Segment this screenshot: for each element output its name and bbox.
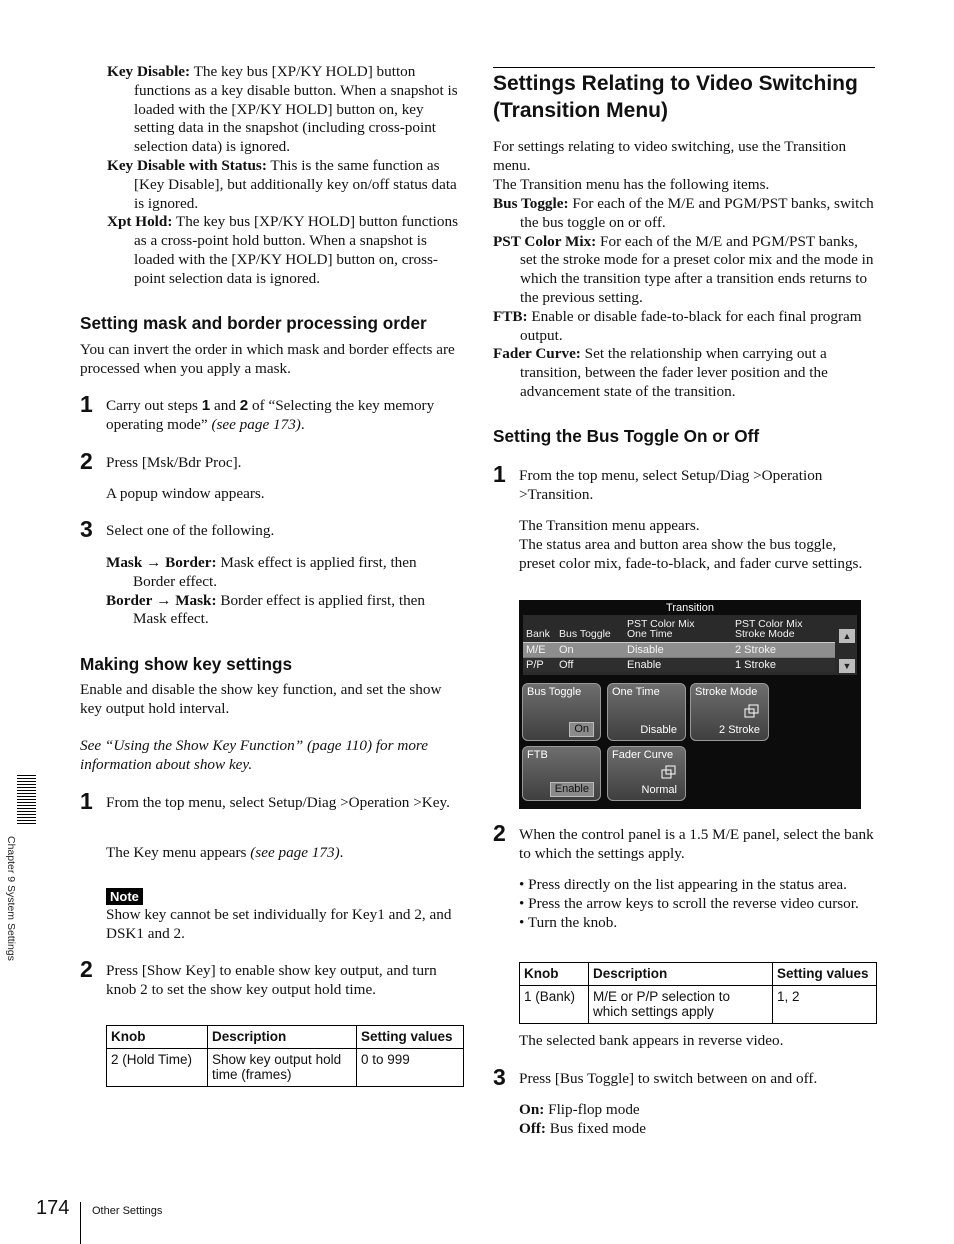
table-header: Knob (107, 1026, 208, 1049)
definition-ftb: FTB: Enable or disable fade-to-black for each final program output. (493, 307, 862, 344)
step-number: 1 (493, 461, 506, 487)
column-header: One Time (627, 628, 673, 640)
bank-table-note: The selected bank appears in reverse video. (519, 1032, 784, 1049)
fader-curve-button[interactable]: Fader Curve Normal (607, 746, 686, 801)
show-key-intro: Enable and disable the show key function, and set the show key output hold interval. (80, 681, 442, 717)
scroll-down-button[interactable]: ▼ (839, 659, 855, 673)
option-border-mask: Border → Mask: Border effect is applied first, then Mask effect. (106, 591, 426, 628)
mask-intro: You can invert the order in which mask and border effects are processed when you apply a mask. (80, 341, 455, 377)
show-key-knob-table (106, 1025, 464, 1087)
column-header: Bank (526, 628, 550, 640)
definition-pst-color-mix: PST Color Mix: For each of the M/E and PGM/PST banks, set the stroke mode for a preset color mix and the mode in which the transition type after a transition ends returns to the previous setting. (493, 232, 874, 306)
one-time-button[interactable]: One Time Disable (607, 683, 686, 741)
step-number: 3 (493, 1064, 506, 1090)
page-number: 174 (36, 1197, 70, 1219)
table-header: Description (208, 1026, 357, 1049)
list-item: • Turn the knob. (519, 913, 618, 931)
column-header: Stroke Mode (735, 628, 795, 640)
definition-bus-toggle: Bus Toggle: For each of the M/E and PGM/PST banks, switch the bus toggle on or off. (493, 195, 874, 231)
table-row (107, 1048, 464, 1086)
mask-options (106, 554, 462, 629)
show-step-2: Press [Show Key] to enable show key output, and turn knob 2 to set the show key output hold time. (106, 962, 437, 998)
column-header: PST Color Mix (627, 618, 695, 630)
popup-icon (744, 704, 760, 721)
column-header: Bus Toggle (559, 628, 611, 640)
bank-knob-table (519, 962, 877, 1024)
transition-menu-items (493, 195, 875, 402)
definition-key-disable: Key Disable: The key bus [XP/KY HOLD] button functions as a key disable button. When a snapshot is loaded with the [XP/KY HOLD] button on, key setting data in the snapshot (including cross-point selection data) is ignored. (107, 63, 458, 156)
step-number: 1 (80, 391, 93, 417)
key-mode-definitions (107, 63, 462, 289)
mask-step-2-result: A popup window appears. (106, 485, 265, 502)
panel-title: Transition (666, 602, 714, 614)
mask-step-3: Select one of the following. (106, 522, 275, 539)
list-row-pp[interactable]: P/P Off Enable 1 Stroke (523, 657, 835, 672)
table-header: Description (589, 963, 773, 986)
bullet-list (519, 876, 879, 932)
section-title: Settings Relating to Video Switching (Transition Menu) (493, 72, 858, 122)
mask-step-1: Carry out steps 1 and 2 of “Selecting the key memory operating mode” (see page 173). (106, 397, 435, 433)
section-intro-2: The Transition menu has the following items. (493, 176, 770, 193)
list-item: • Press directly on the list appearing in the status area. (519, 876, 847, 893)
note-text: Show key cannot be set individually for Key1 and 2, and DSK1 and 2. (106, 906, 452, 942)
table-cell: 2 (Hold Time) (107, 1048, 208, 1086)
bus-step-2: When the control panel is a 1.5 M/E panel, select the bank to which the settings apply. (519, 826, 874, 862)
mask-step-2: Press [Msk/Bdr Proc]. (106, 454, 242, 471)
table-cell: 0 to 999 (357, 1048, 464, 1086)
table-cell: M/E or P/P selection to which settings apply (589, 985, 773, 1023)
on-mode: On: Flip-flop mode (519, 1101, 640, 1118)
chapter-tab-marker (17, 775, 36, 825)
popup-icon (661, 765, 677, 782)
section-rule (493, 67, 875, 68)
table-cell: Show key output hold time (frames) (208, 1048, 357, 1086)
table-header: Knob (520, 963, 589, 986)
stroke-mode-button[interactable]: Stroke Mode 2 Stroke (690, 683, 769, 741)
table-header: Setting values (357, 1026, 464, 1049)
step-number: 1 (80, 788, 93, 814)
mask-heading: Setting mask and border processing order (80, 313, 427, 333)
definition-fader-curve: Fader Curve: Set the relationship when carrying out a transition, between the fader lever position and the advancement state of the transition. (493, 345, 828, 400)
transition-menu-panel (519, 600, 861, 809)
table-row (520, 985, 877, 1023)
list-item: • Press the arrow keys to scroll the reverse video cursor. (519, 894, 859, 912)
show-key-see-also: See “Using the Show Key Function” (page 110) for more information about show key. (80, 737, 428, 773)
scroll-up-button[interactable]: ▲ (839, 629, 855, 643)
table-cell: 1, 2 (773, 985, 877, 1023)
ftb-button[interactable]: FTB Enable (522, 746, 601, 801)
list-row-me[interactable]: M/E On Disable 2 Stroke (523, 642, 835, 657)
table-header-row (107, 1026, 464, 1049)
bus-step-1: From the top menu, select Setup/Diag >Operation >Transition. (519, 467, 823, 503)
footer-section: Other Settings (92, 1205, 163, 1217)
definition-key-disable-status: Key Disable with Status: This is the same function as [Key Disable], but additionally key on/off status data is ignored. (107, 156, 457, 212)
step-number: 2 (80, 956, 93, 982)
chapter-label: Chapter 9 System Settings (5, 836, 17, 961)
off-mode: Off: Bus fixed mode (519, 1120, 646, 1137)
show-step-1-result: The Key menu appears (see page 173). (106, 844, 344, 861)
definition-xpt-hold: Xpt Hold: The key bus [XP/KY HOLD] button functions as a cross-point hold button. When a snapshot is loaded with the [XP/KY HOLD] button on, cross-point selection data is ignored. (107, 213, 458, 287)
note-badge: Note (106, 888, 143, 906)
bus-toggle-button[interactable]: Bus Toggle On (522, 683, 601, 741)
footer-divider (80, 1202, 81, 1244)
bus-step-1-result: The Transition menu appears. (519, 517, 700, 534)
section-intro: For settings relating to video switching, use the Transition menu. (493, 138, 847, 174)
table-header: Setting values (773, 963, 877, 986)
bus-step-1-detail: The status area and button area show the bus toggle, preset color mix, fade-to-black, and fader curve settings. (519, 536, 863, 572)
column-header: PST Color Mix (735, 618, 803, 630)
status-area-list (523, 615, 857, 675)
option-mask-border: Mask → Border: Mask effect is applied first, then Border effect. (106, 554, 417, 590)
table-cell: 1 (Bank) (520, 985, 589, 1023)
show-key-heading: Making show key settings (80, 654, 293, 674)
bus-toggle-heading: Setting the Bus Toggle On or Off (493, 426, 760, 446)
bus-step-3: Press [Bus Toggle] to switch between on and off. (519, 1070, 818, 1087)
step-number: 3 (80, 516, 93, 542)
show-step-1: From the top menu, select Setup/Diag >Operation >Key. (106, 794, 450, 811)
step-number: 2 (80, 448, 93, 474)
table-header-row (520, 963, 877, 986)
step-number: 2 (493, 820, 506, 846)
